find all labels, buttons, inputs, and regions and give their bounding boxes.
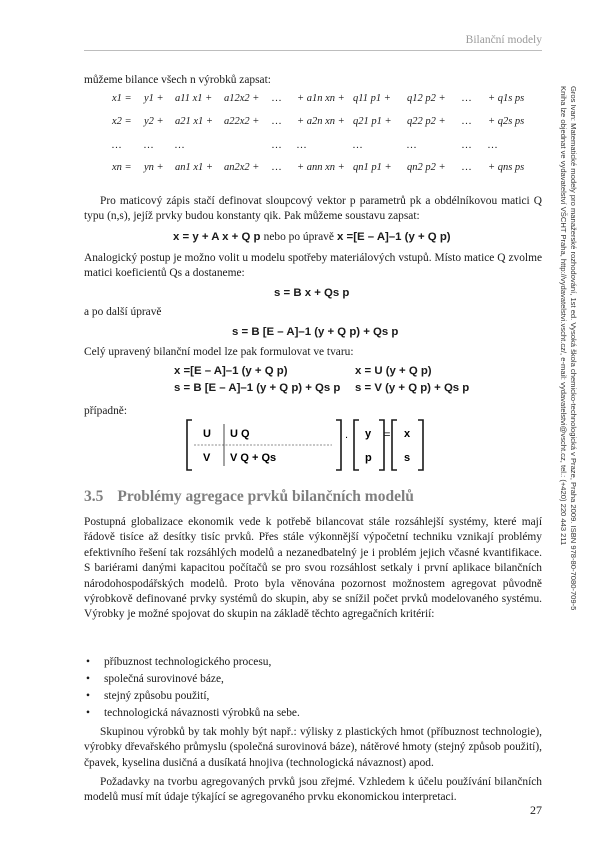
section-heading <box>84 488 414 506</box>
matrix-cell-uq: U Q <box>230 428 250 440</box>
equation-term: q22 p2 + <box>407 116 446 127</box>
paragraph-alternatively: případně: <box>84 405 128 417</box>
intro-text: můžeme bilance všech n výrobků zapsat: <box>84 74 271 86</box>
vector-s: s <box>404 452 411 464</box>
equation-term: y2 + <box>144 116 164 127</box>
equation-term: xn = <box>112 162 132 173</box>
list-item: • stejný způsobu použití, <box>84 688 300 705</box>
equation-term: y1 + <box>144 93 164 104</box>
equation-term: … <box>272 162 282 173</box>
side-note-citation: Gros Ivan: Matematické modely pro manažerské rozhodování, 1st ed. Vysoká škola chemicko-technologická v Praze, Praha 2009. ISBN 978-80-7080-709-5 <box>569 86 578 611</box>
list-item: • společná surovinové báze, <box>84 671 300 688</box>
matrix-cell-v: V <box>203 452 211 464</box>
vector-y: y <box>365 428 372 440</box>
equation-s-v: s = V (y + Q p) + Qs p <box>355 382 470 394</box>
equation-term: … <box>175 140 185 151</box>
section-number: 3.5 <box>84 488 104 505</box>
criteria-list <box>84 654 300 722</box>
equation-term: … <box>112 140 122 151</box>
equation-term: … <box>462 116 472 127</box>
section-title: Problémy agregace prvků bilančních modelů <box>117 488 414 505</box>
equation-row <box>112 93 542 109</box>
side-copyright-note <box>552 86 582 686</box>
paragraph-globalization: Postupná globalizace ekonomik vede k potřebě bilancovat stále rozsáhlejší systémy, které mají řádově tisíce až desítky tisíc prvků. Přes stále výkonnější výpočetní techniku vznikají problémy efektivního řešení tak rozsáhlých modelů a nezanedbatelný je i problém jejich včasné kvantifikace. S bariérami danými kapacitou počítačů se pro svou rozsáhlost setkaly i první aplikace bilančních národohospodářských modelů. Proto byla věnována pozornost možnostem agregovat původně výrobkově definované prvky systémů do skupin, aby se snížil počet prvků modelovaného systému. Výrobky je možné spojovat do skupin na základě těchto agregačních kritérií: <box>84 516 542 621</box>
paragraph-matrix-notation: Pro maticový zápis stačí definovat sloupcový vektor p parametrů pk a obdélníkovou matici Q typu (n,s), jejíž prvky budou konstanty qik. Pak můžeme soustavu zapsat: <box>84 195 542 223</box>
equation-row <box>112 140 542 156</box>
equation-term: + q1s ps <box>488 93 525 104</box>
paragraph-requirements: Požadavky na tvorbu agregovaných prvků jsou zřejmé. Vzhledem k účelu používání bilančních modelů musí mít údaje týkající se agregovaného prvku ekonomickou interpretaci. <box>84 776 542 804</box>
equation-term: an2x2 + <box>224 162 260 173</box>
equation-term: x1 = <box>112 93 132 104</box>
header-rule <box>84 50 542 51</box>
vector-p: p <box>365 452 372 464</box>
matrix-cell-vq: V Q + Qs <box>230 452 277 464</box>
list-item: • příbuznost technologického procesu, <box>84 654 300 671</box>
equation-term: … <box>488 140 498 151</box>
equation-term: + q2s ps <box>488 116 525 127</box>
paragraph-material-inputs: Analogický postup je možno volit u modelu spotřeby materiálových vstupů. Místo matice Q zvolme matici koeficientů Qs a dostaneme: <box>84 252 542 280</box>
equation-term: … <box>407 140 417 151</box>
equation-s-solved: s = B [E – A]–1 (y + Q p) + Qs p <box>232 326 399 338</box>
matrix-dot: . <box>345 429 349 441</box>
equation-term: + a1n xn + <box>297 93 345 104</box>
matrix-cell-u: U <box>203 428 211 440</box>
equation-row <box>112 116 542 132</box>
side-note-order: Kniha lze objednat ve vydavatelství VŠCHT Praha, http://vydavatelstvi.vscht.cz/, e-mail: vydavatelstvi@vscht.cz, tel.: (+420) 220 443 211 <box>559 86 568 546</box>
equation-term: + ann xn + <box>297 162 345 173</box>
running-header: Bilanční modely <box>465 34 542 46</box>
block-matrix-equation <box>186 418 426 472</box>
paragraph-examples: Skupinou výrobků by tak mohly být např.: výlisky z plastických hmot (příbuznost technologie), výrobky dřevařského průmyslu (společná surovinová báze), nátěrové hmoty (stejný způsob použití), čpavek, kyselina dusičná a dusíkatá hnojiva (technologická návaznost) apod. <box>84 726 542 769</box>
page-number: 27 <box>530 803 542 817</box>
paragraph-further-step: a po další úpravě <box>84 306 162 318</box>
equation-term: qn1 p1 + <box>353 162 392 173</box>
equation-term: a12x2 + <box>224 93 260 104</box>
matrix-equals: = <box>384 429 391 441</box>
equation-term: x2 = <box>112 116 132 127</box>
equation-term: … <box>144 140 154 151</box>
equation-term: yn + <box>144 162 164 173</box>
equation-term: … <box>462 93 472 104</box>
equation-term: + a2n xn + <box>297 116 345 127</box>
equation-term: an1 x1 + <box>175 162 213 173</box>
list-item: • technologická návaznosti výrobků na sebe. <box>84 705 300 722</box>
equation-term: qn2 p2 + <box>407 162 446 173</box>
equation-term: … <box>462 162 472 173</box>
equation-term: … <box>297 140 307 151</box>
equation-x-solved: x =[E – A]–1 (y + Q p) <box>337 231 451 243</box>
equation-term: + qns ps <box>488 162 525 173</box>
equation-x-model <box>173 231 451 243</box>
equation-x-basic: x = y + A x + Q p <box>173 231 261 243</box>
equation-term: … <box>462 140 472 151</box>
equation-x-full: x =[E – A]–1 (y + Q p) <box>174 365 288 377</box>
equation-term: q21 p1 + <box>353 116 392 127</box>
paragraph-full-model: Celý upravený bilanční model lze pak formulovat ve tvaru: <box>84 346 354 358</box>
equation-term: … <box>272 116 282 127</box>
equation-term: … <box>353 140 363 151</box>
equation-s-basic: s = B x + Qs p <box>274 287 350 299</box>
equation-term: q11 p1 + <box>353 93 391 104</box>
equation-term: a11 x1 + <box>175 93 213 104</box>
equation-s-full: s = B [E – A]–1 (y + Q p) + Qs p <box>174 382 341 394</box>
equation-term: … <box>272 93 282 104</box>
equation-x-u: x = U (y + Q p) <box>355 365 432 377</box>
vector-x: x <box>404 428 411 440</box>
equation-term: a21 x1 + <box>175 116 213 127</box>
equation-x-connector: nebo po úpravě <box>263 231 334 243</box>
equation-term: a22x2 + <box>224 116 260 127</box>
equation-row <box>112 162 542 178</box>
equation-term: q12 p2 + <box>407 93 446 104</box>
equation-term: … <box>272 140 282 151</box>
